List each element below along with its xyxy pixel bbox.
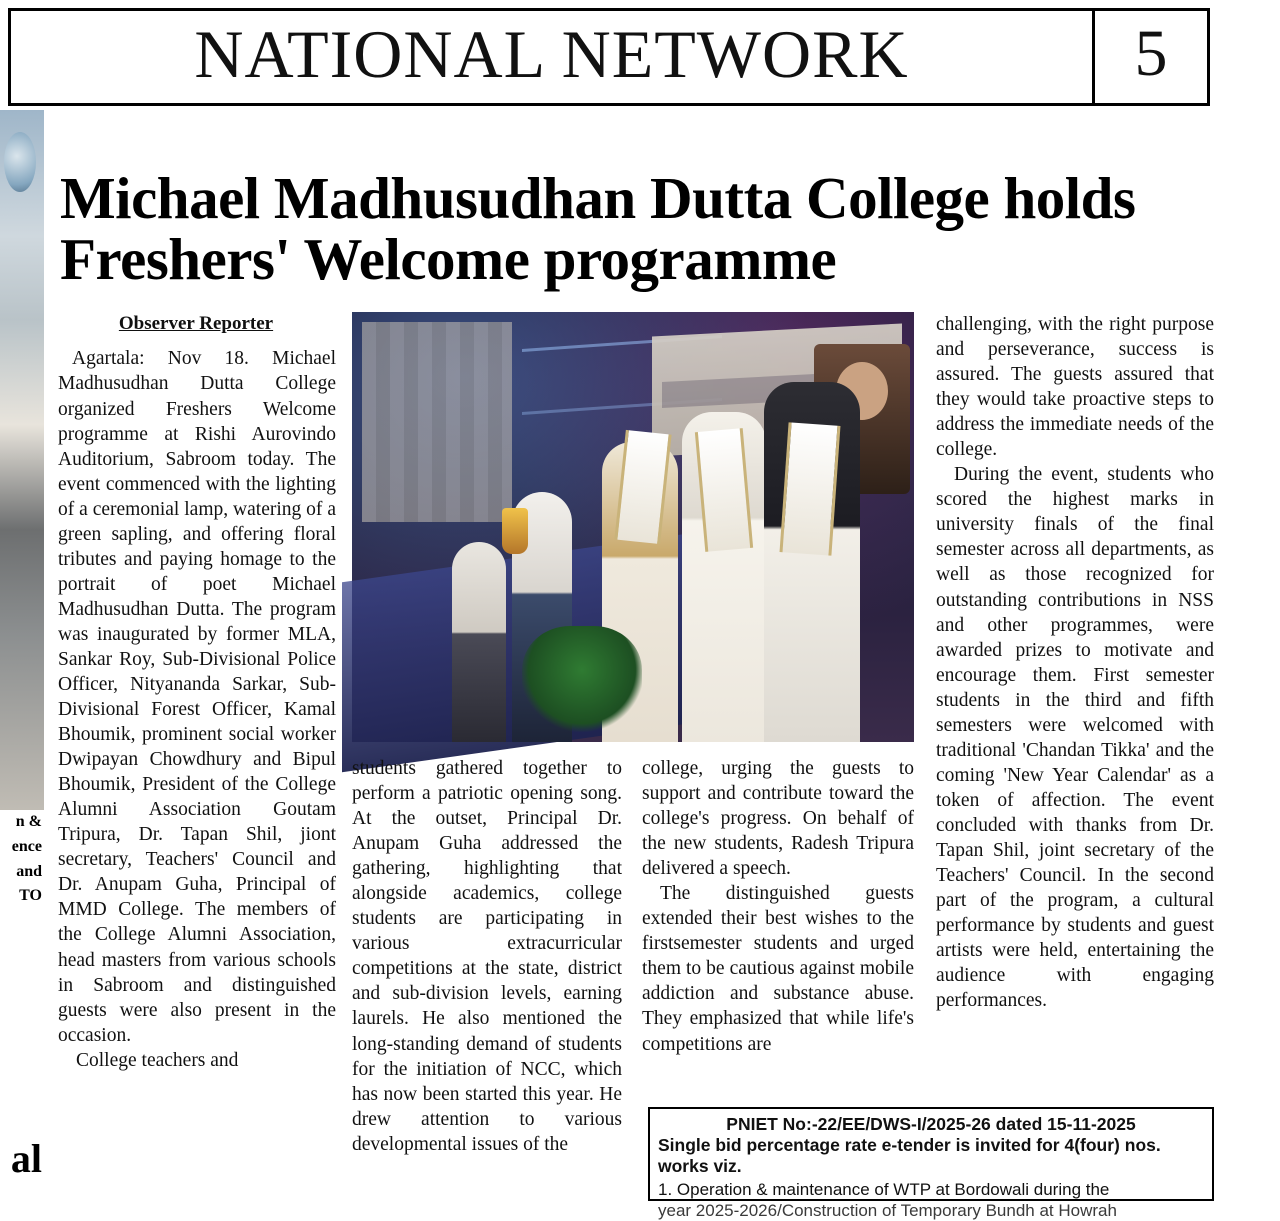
tender-item-1: 1. Operation & maintenance of WTP at Bordowali during the <box>658 1180 1110 1200</box>
photo-wall-panel <box>362 322 512 522</box>
byline: Observer Reporter <box>118 313 274 334</box>
masthead <box>8 8 1210 106</box>
edge-text-line-4: TO <box>19 887 42 905</box>
article-headline: Michael Madhusudhan Dutta College holds Freshers' Welcome programme <box>60 164 1136 293</box>
adjacent-page-edge <box>0 110 44 1201</box>
tender-summary: Single bid percentage rate e-tender is invited for 4(four) nos. works viz. <box>658 1135 1161 1177</box>
paragraph: students gathered together to perform a patriotic opening song. At the outset, Principal Dr. Anupam Guha addressed the gathering, highlighting that alongside academics, college students are participating in various extracurricular competitions at the state, district and sub-division levels, earning laurels. He also mentioned the long-standing demand of students for the initiation of NCC, which has now been started this year. He drew attention to various developmental issues of the <box>352 758 622 1155</box>
paragraph: college, urging the guests to support and contribute toward the college's progress. On behalf of the new students, Radesh Tripura delivered a speech. <box>642 758 914 880</box>
tender-item-1-continued: year 2025-2026/Construction of Temporary Bundh at Howrah <box>658 1200 1117 1220</box>
edge-text-block <box>0 810 44 909</box>
edge-text-line-2: ence <box>11 837 42 855</box>
article-column-3 <box>642 756 914 1057</box>
article-body <box>58 312 1214 1192</box>
edge-text-line-1: n & <box>15 813 42 830</box>
article-column-4 <box>936 312 1214 1013</box>
paragraph: During the event, students who scored the highest marks in university finals of the final semester across all departments, as well as those recognized for outstanding contributions in NSS and other programmes, were awarded prizes to motivate and encourage them. First semester students in the third and fifth semesters were welcomed with traditional 'Chandan Tikka' and the coming 'New Year Calendar' as a token of affection. The event concluded with thanks from Dr. Tapan Shil, joint secretary of the Teachers' Council. In the second part of the program, a cultural performance by students and guest artists were held, entertaining the audience with engaging performances. <box>936 464 1214 1012</box>
page-number: 5 <box>1092 11 1207 103</box>
tender-notice-box <box>648 1107 1214 1220</box>
masthead-title: NATIONAL NETWORK <box>194 16 909 92</box>
paragraph: College teachers and <box>76 1049 239 1071</box>
article-column-1 <box>58 312 336 1073</box>
paragraph: Agartala: Nov 18. Michael Madhusudhan Dutta College organized Freshers Welcome programme at Rishi Aurovindo Auditorium, Sabroom today. The event commenced with the lighting of a ceremonial lamp, watering of a green sapling, and offering floral tributes and paying homage to the portrait of poet Michael Madhusudhan Dutta. The program was inaugurated by former MLA, Sankar Roy, Sub-Divisional Police Officer, Nityananda Sarkar, Sub-Divisional Forest Officer, Kamal Bhoumik, prominent social worker Dwipayan Chowdhury and Bipul Bhoumik, President of the College Alumni Association Goutam Tripura, Dr. Tapan Shil, jiont secretary, Teachers' Council and Dr. Anupam Guha, Principal of MMD College. The members of the College Alumni Association, head masters from various schools in Sabroom and distinguished guests were also present in the occasion. <box>58 348 336 1046</box>
paragraph: The distinguished guests extended their best wishes to the firstsemester students and urged them to be cautious against mobile addiction and substance abuse. They emphasized that while life's competitions are <box>642 883 914 1055</box>
edge-headline-fragment: al <box>10 1136 42 1181</box>
article-photo <box>352 312 914 742</box>
edge-text-line-3: and <box>16 862 42 880</box>
photo-shawl <box>780 422 841 555</box>
tender-reference: PNIET No:-22/EE/DWS-I/2025-26 dated 15-11-2025 <box>726 1114 1136 1134</box>
article-column-2 <box>352 756 622 1157</box>
edge-photo <box>0 110 44 810</box>
paragraph: challenging, with the right purpose and perseverance, success is assured. The guests assured that they would take proactive steps to address the immediate needs of the college. <box>936 314 1214 461</box>
photo-person <box>452 542 506 742</box>
photo-ceremonial-lamp <box>502 508 528 554</box>
photo-sapling <box>522 626 642 736</box>
